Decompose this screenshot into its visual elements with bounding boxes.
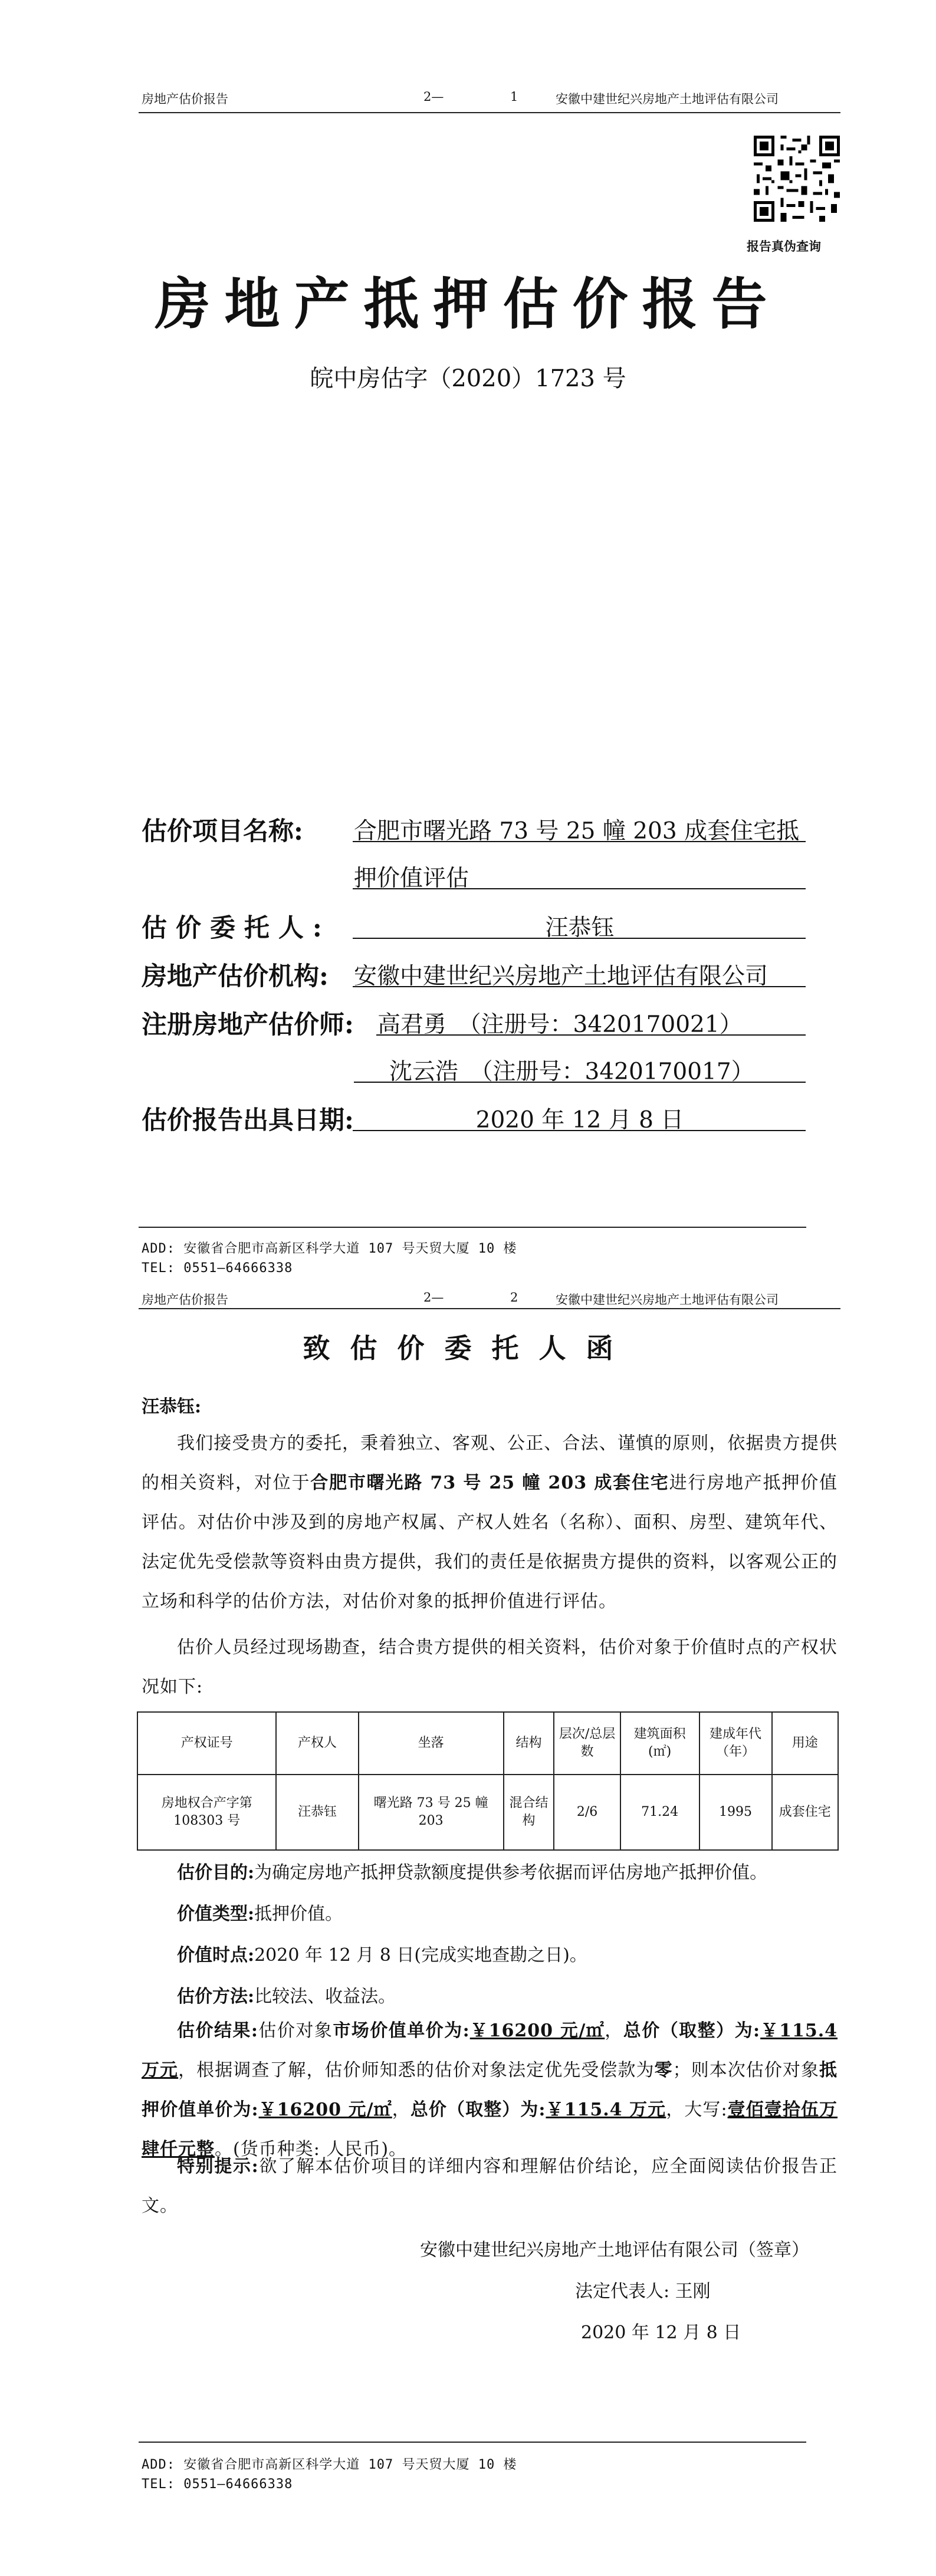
report-date-underline: [353, 1130, 806, 1131]
value-type-value: 抵押价值。: [254, 1904, 343, 1924]
cell-usage: 成套住宅: [772, 1775, 838, 1850]
priority-payment: 零: [654, 2060, 673, 2081]
cell-structure: 混合结构: [504, 1775, 554, 1850]
value-date-line: [177, 1940, 587, 1966]
result-text: ，: [605, 2020, 623, 2041]
qr-code-icon[interactable]: [754, 136, 840, 222]
col-location: 坐落: [359, 1712, 504, 1775]
footer-divider: [139, 2442, 806, 2443]
page-header-company: 安徽中建世纪兴房地产土地评估有限公司: [556, 1293, 779, 1307]
appraiser-1-underline: [376, 1034, 806, 1036]
value-type-label: 价值类型:: [177, 1904, 255, 1924]
report-title: 房地产抵押估价报告: [155, 272, 781, 337]
table-header-row: [137, 1712, 838, 1775]
page-header-total: 2—: [423, 90, 444, 104]
p1-property-address: 合肥市曙光路 73 号 25 幢 203 成套住宅: [310, 1473, 669, 1493]
mortgage-total-label: 总价（取整）为:: [410, 2099, 546, 2120]
project-name-label: 估价项目名称:: [142, 817, 303, 846]
mortgage-unit-price: ￥16200 元/㎡: [258, 2099, 392, 2120]
footer-tel: TEL: 0551—64666338: [142, 1261, 293, 1276]
mortgage-unit-label: 抵押价值单价为:: [142, 2060, 838, 2120]
page-header-number: 1: [510, 90, 518, 104]
market-unit-label: 市场价值单价为:: [333, 2020, 470, 2041]
valuation-result-paragraph: [142, 2011, 838, 2169]
project-name-underline: [353, 841, 806, 842]
result-text: ，大写:: [666, 2099, 728, 2120]
appraiser-2-underline: [354, 1082, 806, 1083]
page-header-number: 2: [510, 1290, 518, 1305]
footer-tel: TEL: 0551—64666338: [142, 2477, 293, 2492]
appraiser-label: 注册房地产估价师:: [142, 1010, 354, 1040]
letter-title: 致估价委托人函: [303, 1332, 633, 1364]
legal-representative: 法定代表人: 王刚: [575, 2281, 711, 2302]
col-year: 建成年代（年）: [699, 1712, 772, 1775]
property-rights-table: [137, 1711, 839, 1851]
letter-paragraph-1: [142, 1424, 838, 1621]
mortgage-total-price: ￥115.4 万元: [546, 2099, 666, 2120]
special-note-value: 欲了解本估价项目的详细内容和理解估价结论，应全面阅读估价报告正文。: [142, 2156, 838, 2216]
cell-floor: 2/6: [554, 1775, 620, 1850]
result-text: 估价对象: [258, 2020, 333, 2041]
purpose-label: 估价目的:: [177, 1862, 255, 1883]
letter-paragraph-2: 估价人员经过现场勘查，结合贵方提供的相关资料，估价对象于价值时点的产权状况如下:: [142, 1637, 838, 1697]
purpose-line: [177, 1858, 767, 1884]
page-header-title: 房地产估价报告: [142, 92, 228, 106]
client-value: 汪恭钰: [545, 915, 615, 941]
letter-salutation: 汪恭钰:: [142, 1397, 202, 1417]
project-name-underline-2: [353, 888, 806, 889]
header-divider: [139, 112, 840, 113]
p1-text-a: 我们接受贵方的委托，秉着独立、客观、公正、合法、谨慎的原则，依据贵方提供的相关资料，对位于: [142, 1433, 838, 1493]
p1-text-c: 进行房地产抵押价值评估。对估价中涉及到的房地产权属、产权人姓名（名称）、面积、房型、建筑年代、法定优先受偿款等资料由贵方提供，我们的责任是依据贵方提供的资料，以客观公正的立场和科学的估价方法，对估价对象的抵押价值进行评估。: [142, 1473, 838, 1612]
report-date-label: 估价报告出具日期:: [142, 1106, 354, 1135]
footer-address: ADD: 安徽省合肥市高新区科学大道 107 号天贸大厦 10 楼: [142, 1241, 517, 1256]
cell-year: 1995: [699, 1775, 772, 1850]
page-header-company: 安徽中建世纪兴房地产土地评估有限公司: [556, 92, 779, 106]
value-type-line: [177, 1899, 343, 1925]
market-unit-price: ￥16200 元/㎡: [469, 2020, 605, 2041]
market-total-label: 总价（取整）为:: [623, 2020, 761, 2041]
appraiser-1: 高君勇 （注册号：3420170021）: [377, 1011, 743, 1038]
result-text: ，: [392, 2099, 410, 2120]
col-area: 建筑面积(㎡): [620, 1712, 699, 1775]
result-text: ；则本次估价对象: [672, 2060, 820, 2081]
purpose-value: 为确定房地产抵押贷款额度提供参考依据而评估房地产抵押价值。: [254, 1862, 768, 1883]
special-note: [142, 2147, 838, 2226]
currency-note: 。(货币种类: 人民币)。: [215, 2139, 408, 2160]
market-total-price: ￥115.4 万元: [142, 2020, 838, 2081]
method-value: 比较法、收益法。: [254, 1986, 396, 2007]
project-name-line2: 押价值评估: [354, 865, 469, 892]
col-usage: 用途: [772, 1712, 838, 1775]
footer-address: ADD: 安徽省合肥市高新区科学大道 107 号天贸大厦 10 楼: [142, 2457, 517, 2472]
cell-area: 71.24: [620, 1775, 699, 1850]
cell-location: 曙光路 73 号 25 幢 203: [359, 1775, 504, 1850]
agency-label: 房地产估价机构:: [142, 962, 329, 991]
agency-value: 安徽中建世纪兴房地产土地评估有限公司: [354, 963, 768, 990]
method-line: [177, 1982, 396, 2007]
appraiser-2: 沈云浩 （注册号：3420170017）: [389, 1059, 754, 1085]
col-owner: 产权人: [276, 1712, 358, 1775]
col-floor: 层次/总层数: [554, 1712, 620, 1775]
cell-cert-no: 房地权合产字第108303 号: [137, 1775, 276, 1850]
report-number: 皖中房估字（2020）1723 号: [310, 365, 626, 392]
table-row: [137, 1775, 838, 1850]
col-structure: 结构: [504, 1712, 554, 1775]
special-note-label: 特别提示:: [177, 2156, 259, 2177]
client-label: 估 价 委 托 人 :: [142, 914, 322, 943]
result-label: 估价结果:: [177, 2020, 258, 2041]
cell-owner: 汪恭钰: [276, 1775, 358, 1850]
project-name-line1: 合肥市曙光路 73 号 25 幢 203 成套住宅抵: [354, 818, 800, 845]
amount-in-words: 壹佰壹拾伍万肆仟元整: [142, 2099, 838, 2160]
result-text: ，根据调查了解，估价师知悉的估价对象法定优先受偿款为: [178, 2060, 655, 2081]
method-label: 估价方法:: [177, 1986, 255, 2007]
page-header-total: 2—: [423, 1290, 444, 1305]
footer-divider: [139, 1227, 806, 1228]
client-underline: [353, 938, 806, 939]
col-cert-no: 产权证号: [137, 1712, 276, 1775]
header-divider: [139, 1308, 840, 1309]
value-date-label: 价值时点:: [177, 1945, 255, 1966]
signing-date: 2020 年 12 月 8 日: [581, 2322, 741, 2343]
value-date-value: 2020 年 12 月 8 日(完成实地查勘之日)。: [254, 1945, 587, 1966]
page-header-title: 房地产估价报告: [142, 1293, 228, 1307]
qr-caption: 报告真伪查询: [747, 239, 821, 254]
signing-company: 安徽中建世纪兴房地产土地评估有限公司（签章）: [420, 2240, 809, 2260]
agency-underline: [353, 986, 806, 987]
report-date-value: 2020 年 12 月 8 日: [475, 1107, 684, 1133]
